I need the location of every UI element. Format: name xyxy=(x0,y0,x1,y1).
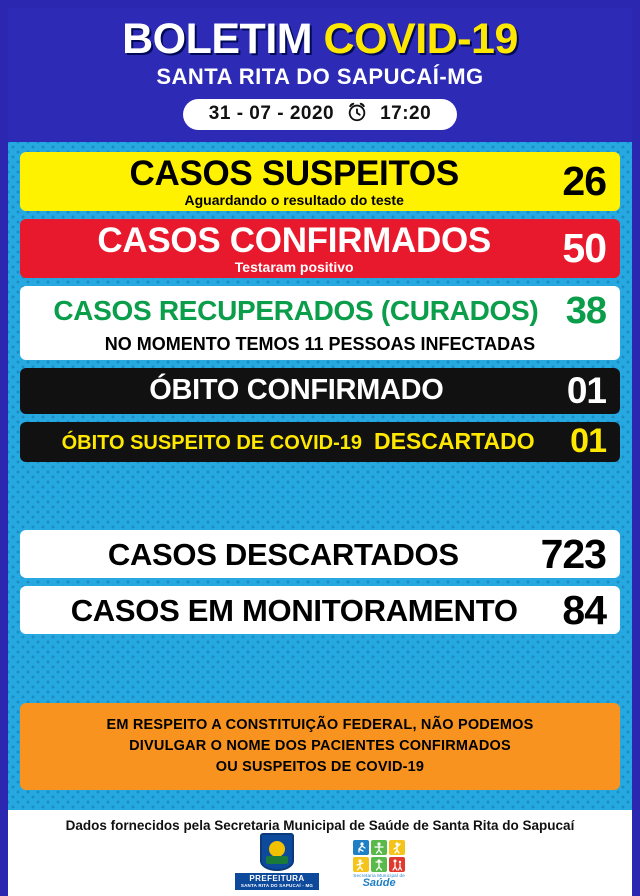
data-source-text: Dados fornecidos pela Secretaria Municipal de Saúde de Santa Rita do Sapucaí xyxy=(65,818,575,833)
stat-value-casos-monitoramento: 84 xyxy=(562,586,606,633)
stat-note-infectados: NO MOMENTO TEMOS 11 PESSOAS INFECTADAS xyxy=(104,333,536,354)
runner-icon xyxy=(353,840,369,855)
title-part-covid: COVID-19 xyxy=(323,15,518,63)
title-part-boletim: BOLETIM xyxy=(122,15,324,63)
stats-panel xyxy=(8,142,632,810)
prefeitura-label: PREFEITURA xyxy=(249,874,305,884)
stat-value-casos-suspeitos: 26 xyxy=(562,157,606,204)
spacer-end xyxy=(20,798,620,802)
bulletin-date: 31 - 07 - 2020 xyxy=(208,103,335,125)
stat-value-casos-confirmados: 50 xyxy=(562,224,606,271)
poster-footer xyxy=(8,810,632,896)
stat-card-casos-recuperados xyxy=(20,286,620,360)
stat-label-casos-descartados: CASOS DESCARTADOS xyxy=(107,536,459,572)
saude-label: Saúde xyxy=(362,877,396,890)
stat-card-casos-monitoramento xyxy=(20,586,620,634)
stat-label-casos-monitoramento: CASOS EM MONITORAMENTO xyxy=(70,592,518,628)
page-subtitle: SANTA RITA DO SAPUCAÍ-MG xyxy=(156,63,484,89)
stat-label-obito-suspeito: ÓBITO SUSPEITO DE COVID-19 xyxy=(61,432,363,455)
privacy-notice-line2: DIVULGAR O NOME DOS PACIENTES CONFIRMADOS xyxy=(129,737,511,754)
privacy-notice xyxy=(20,703,620,790)
prefeitura-logo xyxy=(235,833,319,890)
family-icon xyxy=(389,857,405,872)
footer-logos xyxy=(8,838,632,890)
poster-header xyxy=(8,8,632,142)
saude-sublabel: Secretaria Municipal de xyxy=(353,872,405,878)
stat-label-casos-recuperados: CASOS RECUPERADOS (CURADOS) xyxy=(53,295,539,327)
stat-card-obito-confirmado xyxy=(20,368,620,414)
prefeitura-sublabel: SANTA RITA DO SAPUCAÍ - MG xyxy=(240,883,314,889)
alarm-clock-icon xyxy=(346,101,368,128)
stat-value-obito-suspeito: 01 xyxy=(570,422,606,461)
spacer-bottom xyxy=(20,642,620,695)
stat-card-casos-suspeitos xyxy=(20,152,620,211)
stat-value-casos-recuperados: 38 xyxy=(565,289,606,332)
page-title xyxy=(8,15,632,63)
spacer xyxy=(20,470,620,523)
arm-raise-icon xyxy=(389,840,405,855)
date-time-badge xyxy=(183,99,457,130)
stat-sublabel-casos-suspeitos: Aguardando o resultado do teste xyxy=(184,191,404,208)
coat-of-arms-icon xyxy=(260,833,294,871)
privacy-notice-line1: EM RESPEITO A CONSTITUIÇÃO FEDERAL, NÃO PODEMOS xyxy=(106,716,534,733)
saude-logo xyxy=(353,840,405,890)
jump-icon xyxy=(371,857,387,872)
stat-card-obito-suspeito xyxy=(20,422,620,462)
stat-sublabel-casos-confirmados: Testaram positivo xyxy=(234,258,354,275)
stat-value-obito-confirmado: 01 xyxy=(566,369,606,411)
stat-status-obito-suspeito: DESCARTADO xyxy=(374,428,535,455)
privacy-notice-line3: OU SUSPEITOS DE COVID-19 xyxy=(215,758,425,775)
star-person-icon xyxy=(371,840,387,855)
stat-card-casos-descartados xyxy=(20,530,620,578)
stretch-icon xyxy=(353,857,369,872)
saude-icon-grid xyxy=(353,840,405,872)
stat-label-casos-confirmados: CASOS CONFIRMADOS xyxy=(97,220,491,260)
bulletin-time: 17:20 xyxy=(380,103,432,125)
stat-value-casos-descartados: 723 xyxy=(540,530,606,577)
stat-label-casos-suspeitos: CASOS SUSPEITOS xyxy=(129,153,459,193)
stat-card-casos-confirmados xyxy=(20,219,620,278)
stat-label-obito-confirmado: ÓBITO CONFIRMADO xyxy=(149,374,444,407)
